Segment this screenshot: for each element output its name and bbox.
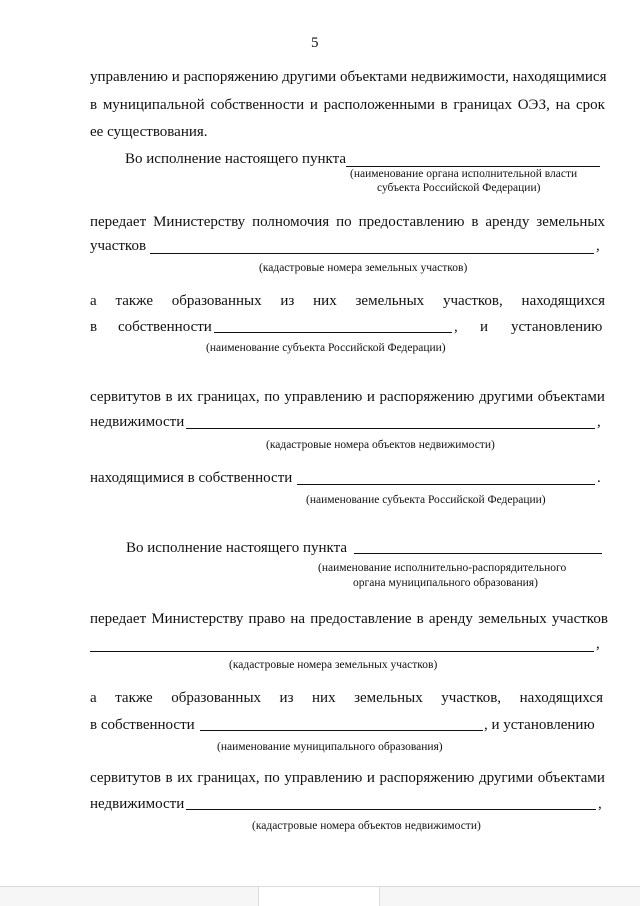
block1-subject-field[interactable] xyxy=(214,332,452,333)
block1-period: . xyxy=(597,470,601,486)
block2-comma-2: , xyxy=(598,796,602,812)
block2-realty-field[interactable] xyxy=(186,809,596,810)
page-number: 5 xyxy=(311,35,319,51)
block1-hint-subject: (наименование субъекта Российской Федерации) xyxy=(206,342,446,354)
word: земельных xyxy=(478,611,547,627)
word: срок xyxy=(576,97,605,113)
block1-hint-realty: (кадастровые номера объектов недвижимости) xyxy=(266,439,495,451)
word: ОЭЗ, xyxy=(517,97,550,113)
page-bottom-notch xyxy=(258,887,380,906)
word: предоставление xyxy=(310,611,412,627)
block1-realty-field[interactable] xyxy=(186,428,595,429)
word: передает xyxy=(90,611,147,627)
block1-also-line xyxy=(90,293,605,310)
block1-hint-plots: (кадастровые номера земельных участков) xyxy=(259,262,468,274)
word: распоряжению xyxy=(379,770,475,786)
block2-also-line xyxy=(90,690,603,707)
block2-hint-plots: (кадастровые номера земельных участков) xyxy=(229,659,438,671)
block1-located-label: находящимися в собственности xyxy=(90,470,293,486)
block2-plots-field[interactable] xyxy=(90,651,594,652)
word: по xyxy=(336,214,352,230)
block1-comma-2: , xyxy=(454,319,458,335)
word: по xyxy=(264,389,280,405)
block1-transfer-line xyxy=(90,214,605,231)
word: в xyxy=(471,214,479,230)
block2-hint-authority-1: (наименование исполнительно-распорядительного xyxy=(318,562,567,574)
block1-hint-authority-2: субъекта Российской Федерации) xyxy=(377,182,541,194)
word: их xyxy=(177,770,193,786)
block1-lead: Во исполнение настоящего пункта xyxy=(125,151,346,167)
word: полномочия xyxy=(252,214,330,230)
word: находящихся xyxy=(521,293,605,309)
word: Министерству xyxy=(151,611,244,627)
word: другими xyxy=(478,770,534,786)
intro-line-3: ее существования. xyxy=(90,124,208,140)
word: и xyxy=(366,389,375,405)
word: в xyxy=(90,97,98,113)
block2-servitude-line xyxy=(90,770,605,787)
block1-comma-3: , xyxy=(597,414,601,430)
word: право xyxy=(248,611,286,627)
word: в xyxy=(416,611,424,627)
block2-establish-label: , и установлению xyxy=(484,717,595,733)
block1-and-label: и xyxy=(480,319,489,335)
page-bottom-edge xyxy=(0,886,640,906)
block1-establish-label: установлению xyxy=(511,319,603,335)
word: объектами xyxy=(537,389,605,405)
word: аренду xyxy=(485,214,530,230)
word: земельных xyxy=(536,214,605,230)
block1-located-field[interactable] xyxy=(297,484,595,485)
block2-municipality-field[interactable] xyxy=(200,730,483,731)
block1-realty-label: недвижимости xyxy=(90,414,185,430)
word: образованных xyxy=(171,293,262,309)
word: границах xyxy=(453,97,512,113)
word: земельных xyxy=(354,690,423,706)
word: участков xyxy=(551,611,608,627)
block1-property-label: собственности xyxy=(118,319,212,335)
intro-line-2 xyxy=(90,97,605,114)
word: распоряжению xyxy=(379,389,475,405)
word: и xyxy=(309,97,318,113)
word: участков, xyxy=(442,293,503,309)
block2-authority-field[interactable] xyxy=(354,553,602,554)
word: муниципальной xyxy=(102,97,205,113)
block1-authority-field[interactable] xyxy=(346,166,600,167)
word: также xyxy=(115,690,153,706)
word: их xyxy=(177,389,193,405)
word: сервитутов xyxy=(90,770,161,786)
block1-in-label: в xyxy=(90,319,98,335)
block2-property-label: в собственности xyxy=(90,717,195,733)
word: Министерству xyxy=(153,214,246,230)
word: них xyxy=(313,293,337,309)
block2-lead: Во исполнение настоящего пункта xyxy=(126,540,347,556)
word: расположенными xyxy=(323,97,435,113)
word: передает xyxy=(90,214,147,230)
word: сервитутов xyxy=(90,389,161,405)
word: предоставлению xyxy=(358,214,465,230)
word: по xyxy=(264,770,280,786)
block1-plots-field[interactable] xyxy=(150,253,594,254)
word: другими xyxy=(478,389,534,405)
block2-hint-municipality: (наименование муниципального образования) xyxy=(217,741,443,753)
word: а xyxy=(90,293,97,309)
intro-line-1: управлению и распоряжению другими объектами недвижимости, находящимися xyxy=(90,69,607,85)
word: а xyxy=(90,690,97,706)
word: аренду xyxy=(428,611,473,627)
word: участков, xyxy=(441,690,502,706)
word: в xyxy=(440,97,448,113)
word: из xyxy=(280,293,295,309)
word: на xyxy=(555,97,571,113)
block1-servitude-line xyxy=(90,389,605,406)
block1-hint-located: (наименование субъекта Российской Федерации) xyxy=(306,494,546,506)
word: границах, xyxy=(197,389,260,405)
word: них xyxy=(312,690,336,706)
word: объектами xyxy=(537,770,605,786)
word: и xyxy=(366,770,375,786)
word: границах, xyxy=(197,770,260,786)
word: образованных xyxy=(171,690,262,706)
block1-plots-label: участков xyxy=(90,238,147,254)
word: также xyxy=(115,293,153,309)
block2-hint-authority-2: органа муниципального образования) xyxy=(353,577,538,589)
word: собственности xyxy=(210,97,305,113)
word: земельных xyxy=(355,293,425,309)
word: управлению xyxy=(284,770,363,786)
block2-transfer-line xyxy=(90,611,608,628)
block1-hint-authority-1: (наименование органа исполнительной власти xyxy=(350,168,578,180)
block2-realty-label: недвижимости xyxy=(90,796,185,812)
block1-comma: , xyxy=(596,238,600,254)
word: в xyxy=(165,770,173,786)
word: из xyxy=(279,690,294,706)
block2-comma: , xyxy=(596,636,600,652)
block2-hint-realty: (кадастровые номера объектов недвижимости) xyxy=(252,820,481,832)
word: находящихся xyxy=(519,690,603,706)
word: в xyxy=(165,389,173,405)
word: управлению xyxy=(284,389,363,405)
word: на xyxy=(290,611,306,627)
